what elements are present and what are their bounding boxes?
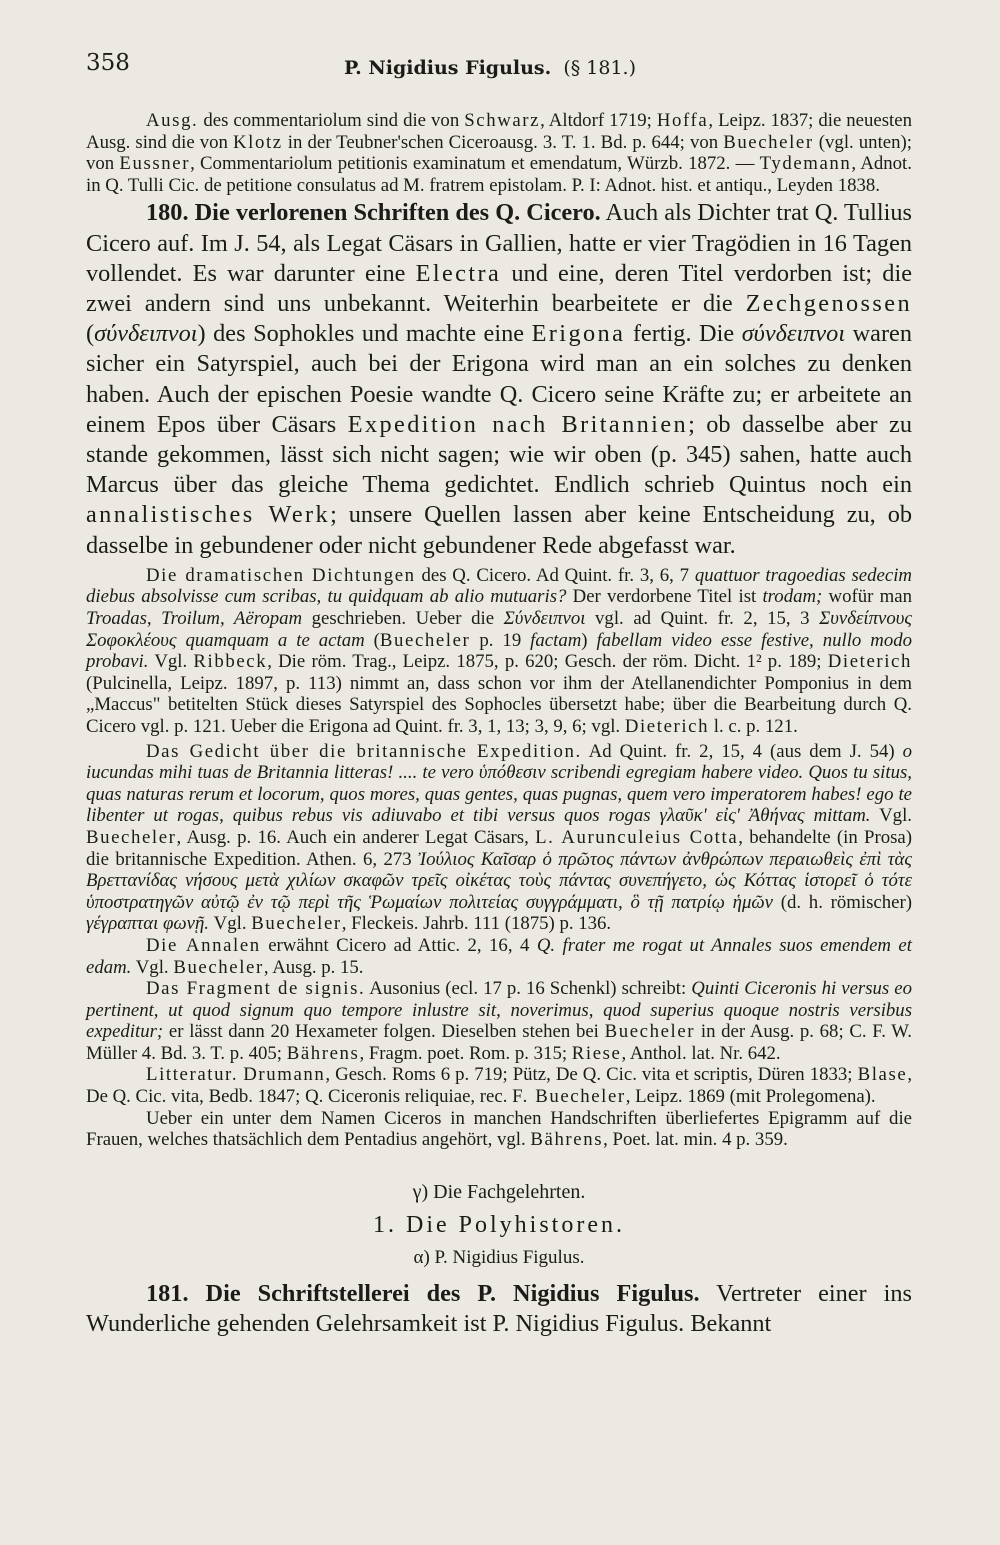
text-run: Vertreter einer ins Wunderliche gehenden Gelehrsamkeit ist P. Nigidius Figulus. Bekannt (86, 1279, 912, 1338)
text-run: wofür man (822, 586, 912, 608)
author-name: Buecheler (604, 1021, 696, 1043)
page-number: 358 (86, 50, 130, 76)
section-180 (86, 198, 912, 560)
text-run: , Gesch. Roms 6 p. 719; Pütz, De Q. Cic. vita et scriptis, Düren 1833; (325, 1064, 858, 1086)
note-literature (86, 1064, 912, 1107)
quotation: Συνδείπνους Σοφοκλέους quamquam a te actam (86, 608, 912, 651)
text-run: ; unsere Quellen lassen aber keine Entscheidung zu, ob dasselbe in gebundener oder nicht gebundener Rede abgefasst war. (86, 501, 912, 559)
note-fragment (86, 978, 912, 1064)
author-name: Klotz (233, 131, 283, 153)
author-name: Riese (571, 1042, 622, 1064)
author-name: Buecheler (723, 131, 814, 153)
note-heading: Das Fragment de signis. (146, 978, 366, 1000)
running-title: P. Nigidius Figulus. (344, 57, 552, 79)
text-run: des Q. Cicero. Ad Quint. fr. 3, 6, 7 (415, 564, 695, 586)
section-number: 181. (146, 1279, 189, 1307)
subheading-polyhistoren: 1. Die Polyhistoren. (373, 1211, 625, 1238)
author-name: Blase (857, 1064, 908, 1086)
subheading-fachgelehrten: γ) Die Fachgelehrten. (412, 1180, 586, 1203)
text-run: in der Ausg. p. 68; C. F. W. Müller 4. Bd. 3. T. p. 405; (86, 1021, 912, 1064)
text-run: und eine, deren Titel verdorben ist; die zwei andern sind uns unbekannt. Weiterhin bearbeitete er die (86, 259, 912, 317)
note-epigram (86, 1108, 912, 1151)
quotation: Troadas, Troilum, Aëropam (86, 608, 303, 629)
text-run: er lässt dann 20 Hexameter folgen. Dieselben stehen bei (163, 1021, 605, 1043)
work-title: annalistisches Werk (86, 501, 331, 529)
text-run: , Commentariolum petitionis examinatum et emendatum, Würzb. 1872. — (190, 153, 760, 175)
text-run: l. c. p. 121. (709, 715, 798, 737)
text-run: ( (364, 629, 380, 651)
text-run: ( (86, 320, 95, 348)
author-name: Bährens (286, 1042, 360, 1064)
text-run: vgl. ad Quint. fr. 2, 15, 3 (585, 608, 820, 629)
text-run: p. 19 (470, 629, 531, 651)
subheading-nigidius: α) P. Nigidius Figulus. (413, 1246, 585, 1268)
text-run: fertig. Die (625, 320, 742, 348)
running-section: (§ 181.) (563, 57, 637, 79)
text-run: Vgl. (148, 651, 194, 673)
text-run: (d. h. römischer) (772, 891, 912, 913)
text-run: , Poet. lat. min. 4 p. 359. (603, 1129, 788, 1151)
text-run: Ueber ein unter dem Namen Ciceros in manchen Handschriften überliefertes Epigramm auf die Frauen, welches thatsächlich dem Pentadius angehört, vgl. (86, 1107, 912, 1151)
text-run: , Ausg. p. 15. (263, 956, 364, 978)
author-name: Hoffa (656, 110, 709, 131)
text-run: , De Q. Cic. vita, Bedb. 1847; Q. Ciceronis reliquiae, rec. (86, 1064, 913, 1108)
author-name: Dieterich (624, 715, 710, 737)
text-run: ; ob dasselbe aber zu stande gekommen, lässt sich nicht sagen; wie wir oben (p. 345) sahen, hatte auch Marcus über das gleiche Thema gedichtet. Endlich schrieb Quintus noch ein (86, 410, 912, 499)
quotation: factam (530, 629, 582, 651)
text-run: waren sicher ein Satyrspiel, auch bei der Erigona wird man an ein solches zu denken haben. Auch der epischen Poesie wandte Q. Cicero seine Kräfte zu; er arbeitete an einem Epos über Cäsars (86, 320, 912, 438)
author-name: Schwarz (464, 110, 541, 131)
section-title: Die verlorenen Schriften des Q. Cicero. (194, 199, 601, 227)
text-run: , Fragm. poet. Rom. p. 315; (359, 1042, 572, 1064)
quotation: quattuor tragoedias sedecim diebus absolvisse cum scribas, tu quidquam ab alio mutuaris? (86, 564, 912, 608)
note-heading: Die Annalen (146, 934, 261, 956)
text-run: Auch als Dichter trat Q. Tullius Cicero auf. Im J. 54, als Legat Cäsars in Gallien, hatte er vier Tragödien in 16 Tagen vollendet. Es war darunter eine (86, 199, 912, 287)
quotation: trodam; (762, 586, 823, 608)
quotation: Quinti Ciceronis hi versus eo pertinent, ut quod signum quo tempore inlustre sit, noverimus, quod superius quoque nostris versibus expeditur; (86, 978, 912, 1043)
text-run: , Altdorf 1719; (540, 110, 657, 131)
work-title: Erigona (531, 320, 626, 348)
quotation: o iucundas mihi tuas de Britannia litteras! .... te vero ὑπόθεσιν scribendi egregiam habere video. Quos tu situs, quas naturas rerum et locorum, quos mores, quas gentes, quas pugnas, quem vero imperatorem habes! ego te libenter ut rogas, quibus rebus vis adiuvabo et tibi versus quos rogas γλαῦκ' εἰς' Ἀθήνας mittam. (86, 740, 912, 827)
note-annals (86, 935, 912, 978)
author-name: Buecheler (86, 826, 177, 848)
greek-term: σύνδειπνοι (741, 320, 846, 348)
text-run: , Die röm. Trag., Leipz. 1875, p. 620; Gesch. der röm. Dicht. 1² p. 189; (267, 651, 828, 673)
author-name: F. Buecheler (512, 1086, 626, 1108)
ausg-label: Ausg. (146, 110, 199, 131)
text-run: Ad Quint. fr. 2, 15, 4 (aus dem J. 54) (581, 740, 903, 762)
text-run: ) (581, 629, 597, 651)
greek-quotation: Ἰούλιος Καῖσαρ ὁ πρῶτος πάντων ἀνθρώπων περαιωθεὶς ἐπὶ τὰς Βρεττανίδας νήσους μετὰ χιλίων σκαφῶν τρεῖς οἰκέτας τοὺς πάντας συνεπήγετο, ὡς Κόττας ἱστορεῖ ὁ τότε ὑποστρατηγῶν αὐτῷ ἐν τῷ περὶ τῆς Ῥωμαίων πολιτείας συγγράμματι, ὃ τῇ πατρίῳ ἡμῶν (86, 848, 912, 913)
note-dramatic-works (86, 565, 912, 738)
quotation: fabellam video esse festive, nullo modo probavi. (86, 629, 913, 673)
author-name: Drumann (243, 1064, 326, 1086)
author-name: Buecheler (173, 956, 264, 978)
author-name: Tydemann (759, 153, 852, 175)
running-head (344, 57, 636, 79)
text-run: , Ausg. p. 16. Auch ein anderer Legat Cäsars, (176, 826, 536, 848)
author-name: L. Aurunculeius Cotta (535, 826, 739, 848)
note-heading: Litteratur. (146, 1064, 239, 1086)
section-number: 180. (146, 199, 189, 227)
text-run: erwähnt Cicero ad Attic. 2, 16, 4 (260, 934, 537, 956)
text-run: Vgl. (870, 805, 912, 827)
work-title: Electra (415, 259, 502, 287)
text-run: Ausonius (ecl. 17 p. 16 Schenkl) schreibt: (365, 978, 692, 1000)
editions-paragraph (86, 110, 912, 196)
author-name: Buecheler (251, 913, 342, 935)
section-181 (86, 1279, 912, 1339)
text-run: , Leipz. 1869 (mit Prolegomena). (625, 1086, 876, 1108)
author-name: Bährens (530, 1129, 604, 1151)
quotation: Q. frater me rogat ut Annales suos emendem et edam. (86, 934, 912, 978)
page-content (86, 110, 912, 1339)
greek-term: σύνδειπνοι (94, 320, 198, 348)
text-run: ) des Sophokles und machte eine (197, 320, 532, 348)
note-heading: Die dramatischen Dichtungen (146, 564, 416, 586)
section-title: Die Schriftstellerei des P. Nigidius Figulus. (205, 1279, 700, 1307)
text-run: des commentariolum sind die von (198, 110, 465, 131)
text-run: , Leipz. 1837; die neuesten Ausg. sind die von (86, 110, 913, 153)
text-run: , behandelte (in Prosa) die britannische Expedition. Athen. 6, 273 (86, 826, 913, 870)
page-header (86, 50, 912, 90)
text-run: , Anthol. lat. Nr. 642. (621, 1042, 781, 1064)
quotation: Σύνδειπνοι (503, 608, 586, 629)
text-run: (vgl. unten); von (86, 131, 912, 175)
author-name: Eussner (119, 153, 191, 175)
work-title: Expedition nach Britannien (347, 410, 689, 438)
text-run: Der verdorbene Titel ist (566, 586, 763, 608)
note-british-poem (86, 741, 912, 935)
author-name: Buecheler (379, 629, 471, 651)
author-name: Dieterich (827, 651, 912, 673)
text-run: in der Teubner'schen Ciceroausg. 3. T. 1. Bd. p. 644; von (282, 131, 724, 153)
work-title: Zechgenossen (745, 289, 912, 317)
text-run: Vgl. (131, 956, 174, 978)
text-run: (Pulcinella, Leipz. 1897, p. 113) nimmt an, dass schon vor ihm der Atellanendichter Pomponius in dem „Maccus" betitelten Stück dieses Satyrspiel des Sophocles übersetzt habe; über die Bearbeitung durch Q. Cicero vgl. p. 121. Ueber die Erigona ad Quint. fr. 3, 1, 13; 3, 9, 6; vgl. (86, 672, 912, 737)
author-name: Ribbeck (193, 651, 268, 673)
note-heading: Das Gedicht über die britannische Expedition. (146, 740, 582, 762)
text-run: geschrieben. Ueber die (302, 608, 504, 629)
text-run: Vgl. (208, 913, 252, 935)
text-run: , Fleckeis. Jahrb. 111 (1875) p. 136. (341, 913, 612, 935)
greek-quotation: γέγραπται φωνῇ. (86, 913, 209, 935)
text-run: , Adnot. in Q. Tulli Cic. de petitione consulatus ad M. fratrem epistolam. P. I: Adnot. hist. et antiqu., Leyden 1838. (86, 153, 912, 196)
